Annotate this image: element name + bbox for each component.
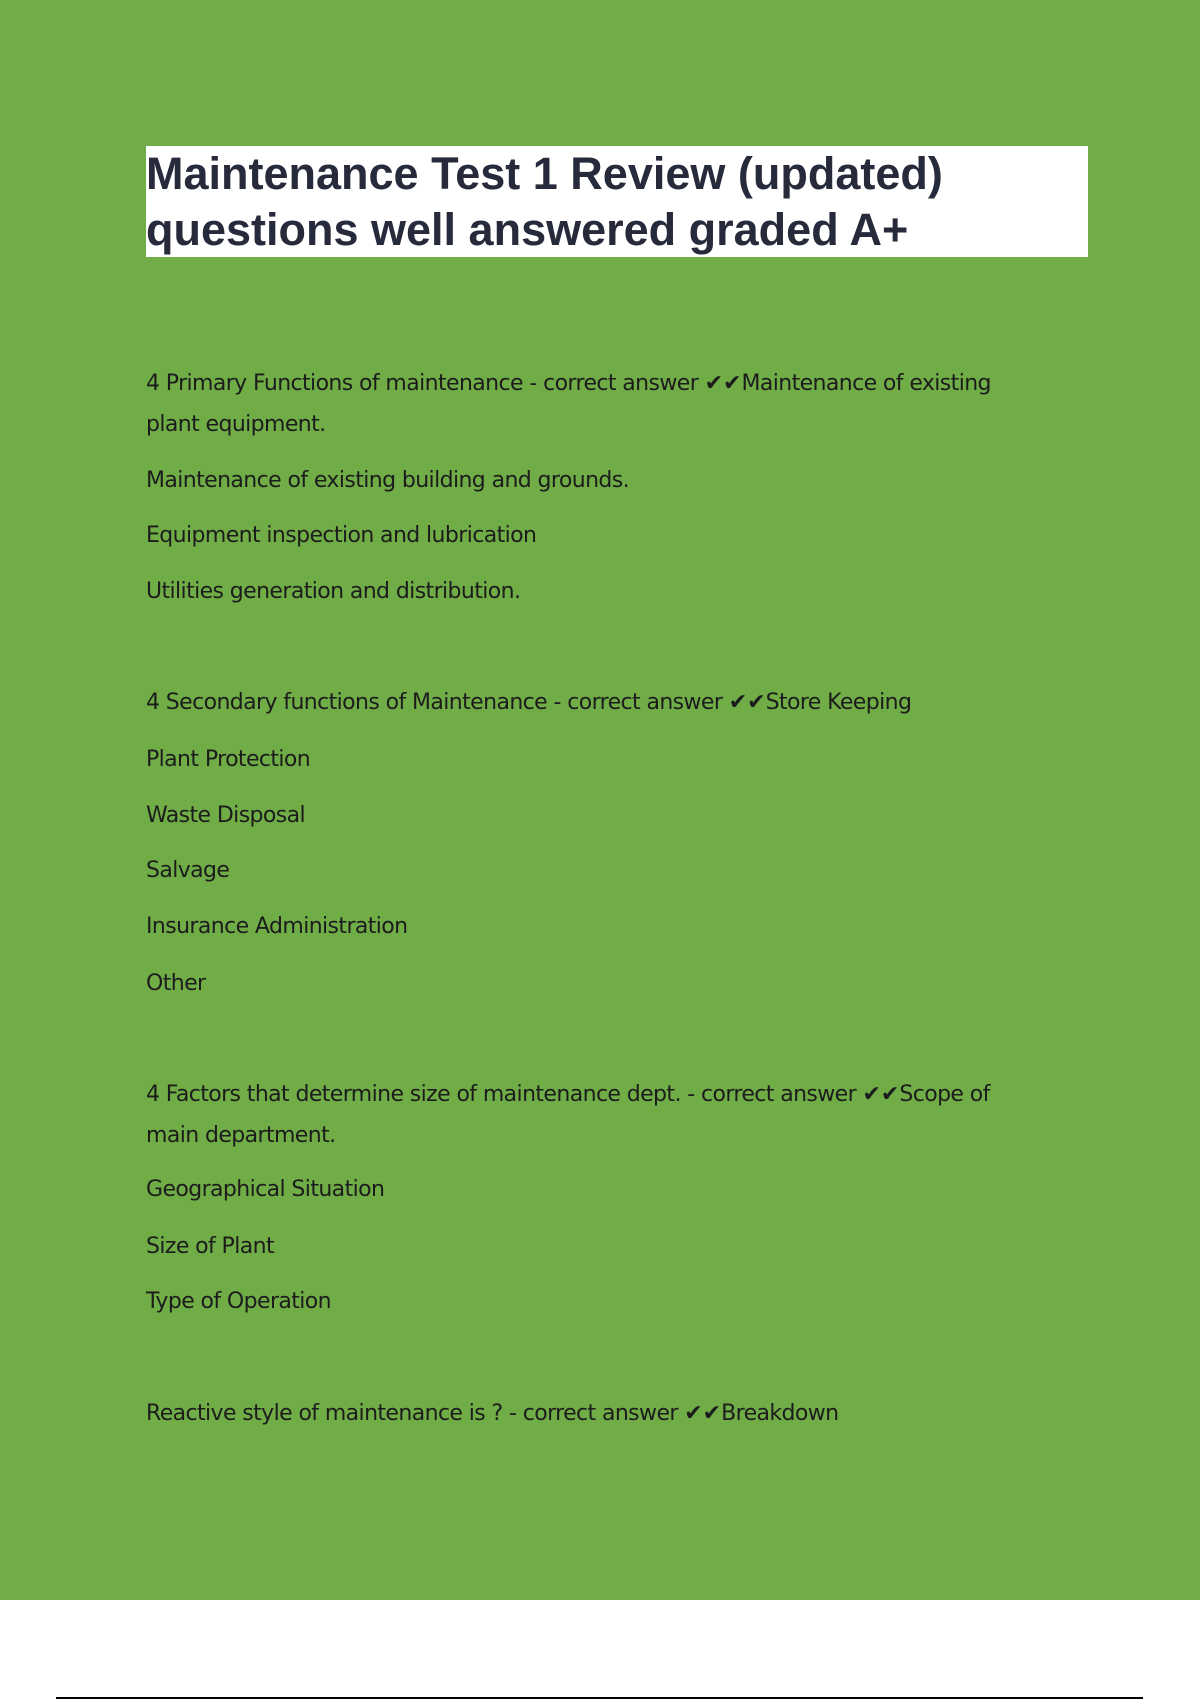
question-3: [146, 1075, 990, 1115]
answer-continuation: plant equipment.: [146, 412, 326, 437]
document-title: [146, 146, 1088, 258]
title-line-1: Maintenance Test 1 Review (updated): [146, 148, 943, 199]
answer-text: Store Keeping: [765, 690, 912, 715]
question-4: [146, 1394, 838, 1434]
answer-item: Geographical Situation: [146, 1177, 385, 1202]
question-text: 4 Secondary functions of Maintenance - correct answer: [146, 690, 723, 715]
question-text: 4 Primary Functions of maintenance - correct answer: [146, 371, 699, 396]
double-check-icon: ✔✔: [862, 1082, 900, 1107]
answer-item: Other: [146, 971, 206, 996]
answer-text: Maintenance of existing: [741, 371, 991, 396]
answer-item: Maintenance of existing building and grounds.: [146, 468, 630, 493]
answer-item: Salvage: [146, 858, 230, 883]
answer-item: Size of Plant: [146, 1234, 274, 1259]
title-line-2: questions well answered graded A+: [146, 204, 909, 255]
question-1: [146, 364, 991, 404]
answer-item: Type of Operation: [146, 1289, 332, 1314]
question-text: Reactive style of maintenance is ? - correct answer: [146, 1401, 678, 1426]
answer-item: Plant Protection: [146, 747, 311, 772]
footer-divider: [56, 1697, 1143, 1699]
double-check-icon: ✔✔: [684, 1401, 722, 1426]
answer-item: Insurance Administration: [146, 914, 408, 939]
question-2: [146, 683, 911, 723]
answer-item: Equipment inspection and lubrication: [146, 523, 537, 548]
answer-item: Waste Disposal: [146, 803, 306, 828]
answer-item: Utilities generation and distribution.: [146, 579, 521, 604]
answer-continuation: main department.: [146, 1123, 336, 1148]
answer-text: Breakdown: [721, 1401, 839, 1426]
double-check-icon: ✔✔: [704, 371, 742, 396]
double-check-icon: ✔✔: [728, 690, 766, 715]
answer-text: Scope of: [899, 1082, 990, 1107]
question-text: 4 Factors that determine size of maintenance dept. - correct answer: [146, 1082, 857, 1107]
